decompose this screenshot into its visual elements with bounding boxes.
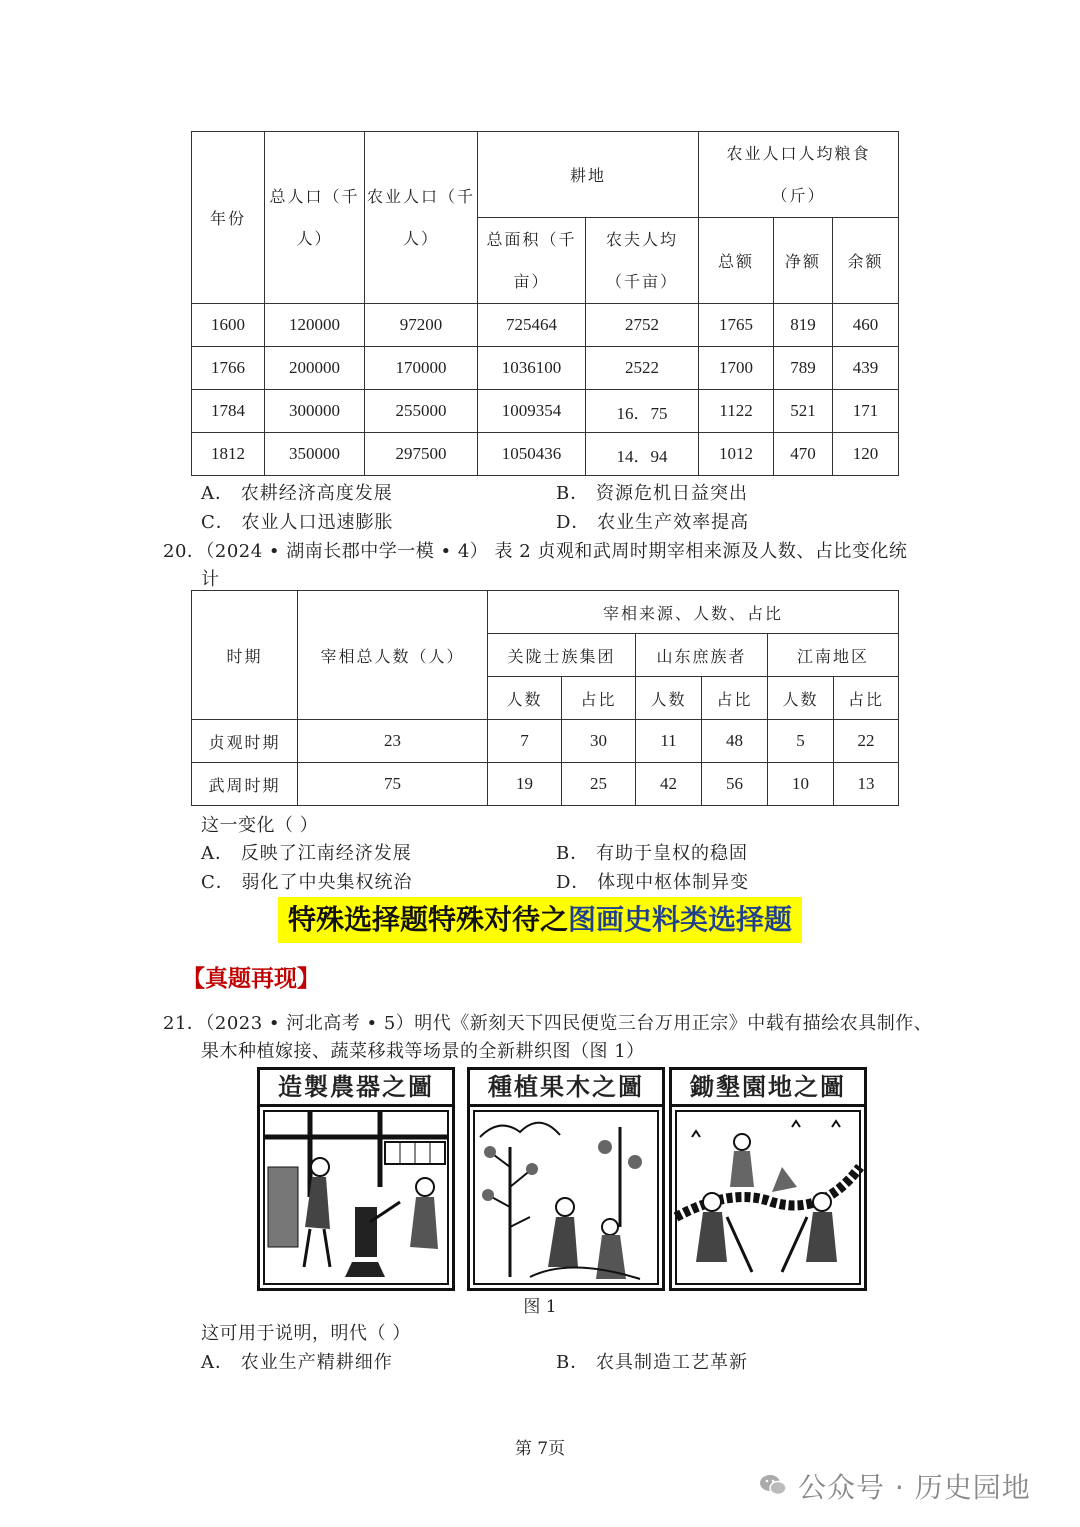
cell: 贞观时期 (192, 720, 298, 763)
panel-caption: 造製農器之圖 (260, 1070, 452, 1107)
header-period: 时期 (192, 591, 298, 720)
question-21-title-cont: 果木种植嫁接、蔬菜移栽等场景的全新耕织图（图 1） (201, 1041, 645, 1062)
option-b[interactable]: B． 有助于皇权的稳固 (556, 843, 748, 864)
option-b[interactable]: B． 农具制造工艺革新 (556, 1352, 748, 1373)
section-banner (278, 897, 802, 943)
header-grain-surplus: 余额 (833, 218, 899, 304)
cell: 56 (702, 763, 768, 806)
woodcut-garden-hoeing (669, 1067, 867, 1291)
option-a[interactable]: A． 反映了江南经济发展 (201, 843, 412, 864)
cell: 521 (774, 390, 833, 433)
cell: 1122 (699, 390, 774, 433)
header-group-shandong: 山东庶族者 (636, 634, 768, 677)
cell: 2752 (586, 304, 699, 347)
section-title: 【真题再现】 (182, 966, 320, 992)
question-20-title: 20．（2024 • 湖南长郡中学一模 • 4） 表 2 贞观和武周时期宰相来源及人数、占比变化统 (163, 541, 908, 562)
figure-caption: 图 1 (523, 1297, 557, 1317)
cell: 1784 (192, 390, 265, 433)
cell: 23 (298, 720, 488, 763)
cell: 48 (702, 720, 768, 763)
header-count: 人数 (488, 677, 562, 720)
population-table (191, 131, 899, 476)
woodcut-tool-making (257, 1067, 455, 1291)
question-20-title-cont: 计 (201, 569, 220, 590)
woodcut-fruit-planting (467, 1067, 665, 1291)
cell: 120000 (265, 304, 365, 347)
table-row (192, 390, 899, 433)
fruit-planting-illustration (470, 1107, 662, 1288)
option-c[interactable]: C． 弱化了中央集权统治 (201, 872, 413, 893)
table-row (192, 347, 899, 390)
cell: 350000 (265, 433, 365, 476)
cell: 16．75 (586, 390, 699, 433)
cell: 1812 (192, 433, 265, 476)
cell: 5 (768, 720, 834, 763)
cell: 42 (636, 763, 702, 806)
header-ratio: 占比 (562, 677, 636, 720)
banner-text-topic: 图画史料类选择题 (568, 903, 793, 936)
cell: 19 (488, 763, 562, 806)
cell: 22 (834, 720, 899, 763)
cell: 1766 (192, 347, 265, 390)
option-a[interactable]: A． 农业生产精耕细作 (201, 1352, 393, 1373)
banner-text-main: 特殊选择题特殊对待之 (287, 903, 568, 936)
tool-making-illustration (260, 1107, 452, 1288)
header-farmland: 耕地 (478, 132, 699, 218)
header-group-jiangnan: 江南地区 (768, 634, 899, 677)
page-number: 第 7页 (514, 1439, 566, 1459)
cell: 1050436 (478, 433, 586, 476)
header-grain-total: 总额 (699, 218, 774, 304)
header-agri-pop: 农业人口（千人） (365, 132, 478, 304)
cell: 200000 (265, 347, 365, 390)
cell: 97200 (365, 304, 478, 347)
option-d[interactable]: D． 农业生产效率提高 (556, 512, 750, 533)
cell: 120 (833, 433, 899, 476)
cell: 170000 (365, 347, 478, 390)
cell: 25 (562, 763, 636, 806)
cell: 武周时期 (192, 763, 298, 806)
table-row (192, 763, 899, 806)
cell: 14．94 (586, 433, 699, 476)
table-row (192, 304, 899, 347)
option-b[interactable]: B． 资源危机日益突出 (556, 483, 748, 504)
cell: 255000 (365, 390, 478, 433)
header-count: 人数 (768, 677, 834, 720)
question-21-title: 21．（2023 • 河北高考 • 5）明代《新刻天下四民便览三台万用正宗》中载有描绘农具制作、 (163, 1013, 933, 1034)
header-farmland-total: 总面积（千亩） (478, 218, 586, 304)
cell: 789 (774, 347, 833, 390)
cell: 171 (833, 390, 899, 433)
cell: 30 (562, 720, 636, 763)
cell: 1009354 (478, 390, 586, 433)
cell: 1036100 (478, 347, 586, 390)
cell: 1012 (699, 433, 774, 476)
cell: 7 (488, 720, 562, 763)
cell: 300000 (265, 390, 365, 433)
header-farmland-per: 农夫人均（千亩） (586, 218, 699, 304)
cell: 470 (774, 433, 833, 476)
cell: 75 (298, 763, 488, 806)
header-ratio: 占比 (702, 677, 768, 720)
chancellor-table (191, 590, 899, 806)
question-21-stem: 这可用于说明，明代（ ） (201, 1323, 411, 1344)
cell: 1765 (699, 304, 774, 347)
cell: 297500 (365, 433, 478, 476)
cell: 819 (774, 304, 833, 347)
header-grain: 农业人口人均粮食（斤） (699, 132, 899, 218)
cell: 460 (833, 304, 899, 347)
watermark: 公众号 · 历史园地 (798, 1471, 1031, 1504)
header-grain-net: 净额 (774, 218, 833, 304)
panel-caption: 鋤墾園地之圖 (672, 1070, 864, 1107)
table-row (192, 433, 899, 476)
header-group-guanlong: 关陇士族集团 (488, 634, 636, 677)
cell: 725464 (478, 304, 586, 347)
option-d[interactable]: D． 体现中枢体制异变 (556, 872, 750, 893)
wechat-icon (758, 1472, 788, 1498)
cell: 2522 (586, 347, 699, 390)
table-row (192, 720, 899, 763)
option-a[interactable]: A． 农耕经济高度发展 (201, 483, 393, 504)
header-total-chancellors: 宰相总人数（人） (298, 591, 488, 720)
question-20-stem: 这一变化（ ） (201, 815, 319, 836)
cell: 439 (833, 347, 899, 390)
header-ratio: 占比 (834, 677, 899, 720)
option-c[interactable]: C． 农业人口迅速膨胀 (201, 512, 394, 533)
header-count: 人数 (636, 677, 702, 720)
cell: 13 (834, 763, 899, 806)
cell: 1700 (699, 347, 774, 390)
header-total-pop: 总人口（千人） (265, 132, 365, 304)
garden-hoeing-illustration (672, 1107, 864, 1288)
cell: 1600 (192, 304, 265, 347)
header-source: 宰相来源、人数、占比 (488, 591, 899, 634)
cell: 11 (636, 720, 702, 763)
panel-caption: 種植果木之圖 (470, 1070, 662, 1107)
header-year: 年份 (192, 132, 265, 304)
cell: 10 (768, 763, 834, 806)
